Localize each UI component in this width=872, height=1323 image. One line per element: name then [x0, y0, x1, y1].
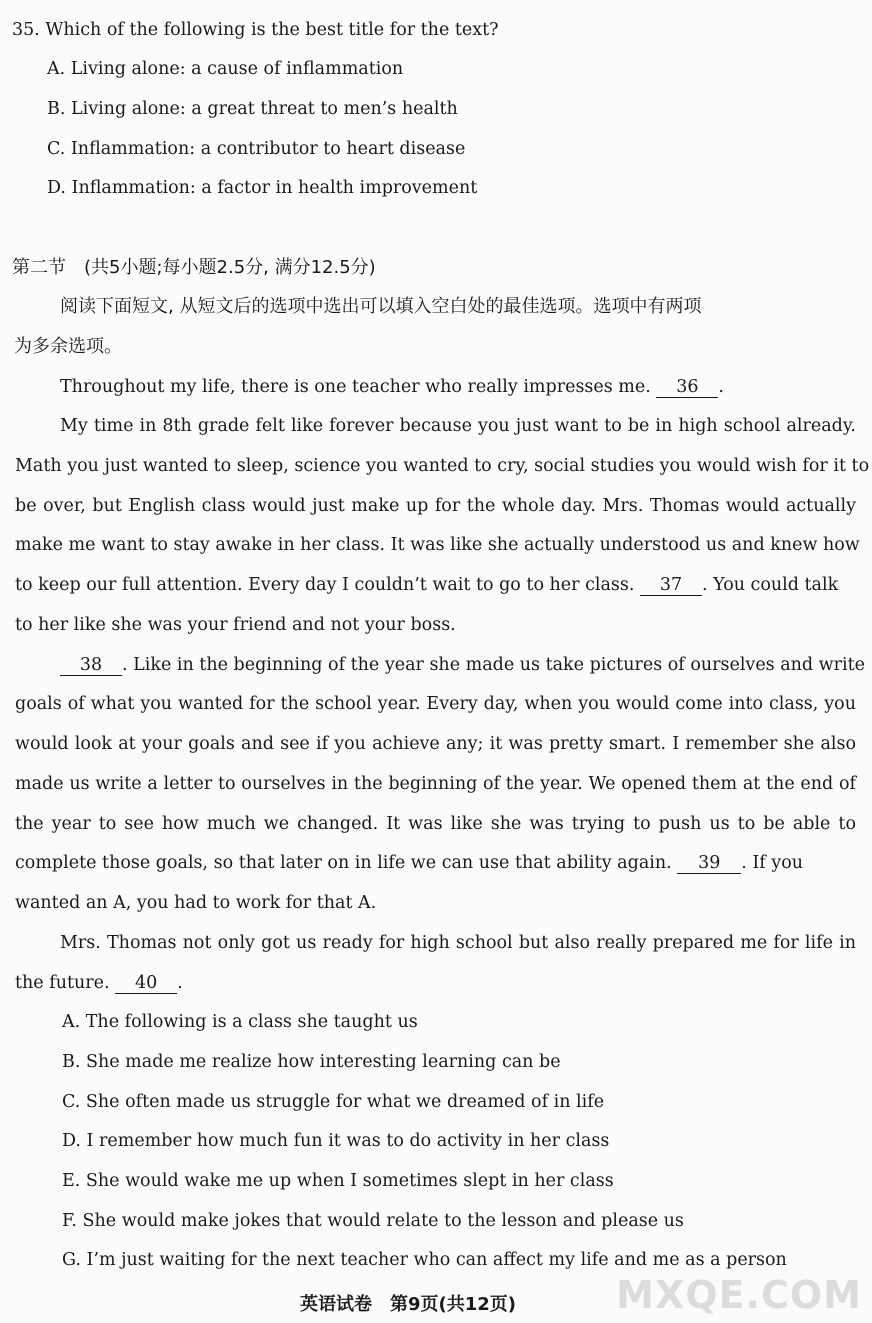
p3-line-1-post: . Like in the beginning of the year she made us take pictures of ourselves and write: [122, 655, 866, 675]
p3-line-5: the year to see how much we changed. It was like she was trying to push us to be able to: [15, 814, 856, 834]
p4-line-1: Mrs. Thomas not only got us ready for high school but also really prepared me for life in: [60, 933, 856, 953]
section-heading: 第二节 (共5小题;每小题2.5分, 满分12.5分): [12, 257, 376, 278]
p4-line-2: [15, 971, 183, 995]
p2-line-1: My time in 8th grade felt like forever because you just want to be in high school already.: [60, 416, 856, 436]
page-footer: 英语试卷 第9页(共12页): [300, 1294, 517, 1315]
p3-line-2: goals of what you wanted for the school year. Every day, when you would come into class, you: [15, 694, 856, 714]
choice-d: D. I remember how much fun it was to do activity in her class: [62, 1131, 610, 1151]
q35-option-a: A. Living alone: a cause of inflammation: [47, 59, 404, 79]
p4-line-2-post: .: [177, 973, 183, 993]
blank-40: 40: [115, 974, 177, 994]
blank-37: 37: [640, 576, 702, 596]
instructions-line-1: 阅读下面短文, 从短文后的选项中选出可以填入空白处的最佳选项。选项中有两项: [60, 296, 702, 317]
p3-line-6: [15, 851, 803, 875]
p3-line-6-pre: complete those goals, so that later on in life we can use that ability again.: [15, 853, 672, 873]
blank-36: 36: [656, 378, 718, 398]
p1-text: Throughout my life, there is one teacher who really impresses me.: [60, 377, 651, 397]
p1-end: .: [718, 377, 724, 397]
instructions-line-2: 为多余选项。: [14, 336, 122, 357]
p3-line-6-post: . If you: [741, 853, 804, 873]
p2-line-4: make me want to stay awake in her class. It was like she actually understood us and knew how: [15, 535, 860, 555]
choice-g: G. I’m just waiting for the next teacher who can affect my life and me as a person: [62, 1250, 787, 1270]
p3-line-1: [60, 653, 865, 677]
choice-e: E. She would wake me up when I sometimes slept in her class: [62, 1171, 614, 1191]
p2-line-5-pre: to keep our full attention. Every day I couldn’t wait to go to her class.: [15, 575, 635, 595]
choice-b: B. She made me realize how interesting learning can be: [62, 1052, 561, 1072]
p3-line-4: made us write a letter to ourselves in the beginning of the year. We opened them at the end of: [15, 774, 856, 794]
blank-38: 38: [60, 656, 122, 676]
q35-option-c: C. Inflammation: a contributor to heart disease: [47, 139, 466, 159]
p2-line-5: [15, 573, 838, 597]
p2-line-5-post: . You could talk: [702, 575, 839, 595]
watermark: MXQE.COM: [616, 1273, 862, 1317]
choice-a: A. The following is a class she taught us: [62, 1012, 418, 1032]
choice-f: F. She would make jokes that would relate to the lesson and please us: [62, 1211, 684, 1231]
passage-p1: [60, 375, 724, 399]
p2-line-2: Math you just wanted to sleep, science you wanted to cry, social studies you would wish for it to: [15, 456, 870, 476]
question-35-stem: 35. Which of the following is the best title for the text?: [12, 20, 499, 40]
q35-option-d: D. Inflammation: a factor in health improvement: [47, 178, 478, 198]
p3-line-3: would look at your goals and see if you achieve any; it was pretty smart. I remember she also: [15, 734, 856, 754]
p2-line-6: to her like she was your friend and not your boss.: [15, 615, 456, 635]
p4-line-2-pre: the future.: [15, 973, 110, 993]
p2-line-3: be over, but English class would just make up for the whole day. Mrs. Thomas would actually: [15, 496, 856, 516]
blank-39: 39: [677, 854, 741, 874]
q35-option-b: B. Living alone: a great threat to men’s health: [47, 99, 458, 119]
p3-line-7: wanted an A, you had to work for that A.: [15, 893, 377, 913]
choice-c: C. She often made us struggle for what we dreamed of in life: [62, 1092, 605, 1112]
